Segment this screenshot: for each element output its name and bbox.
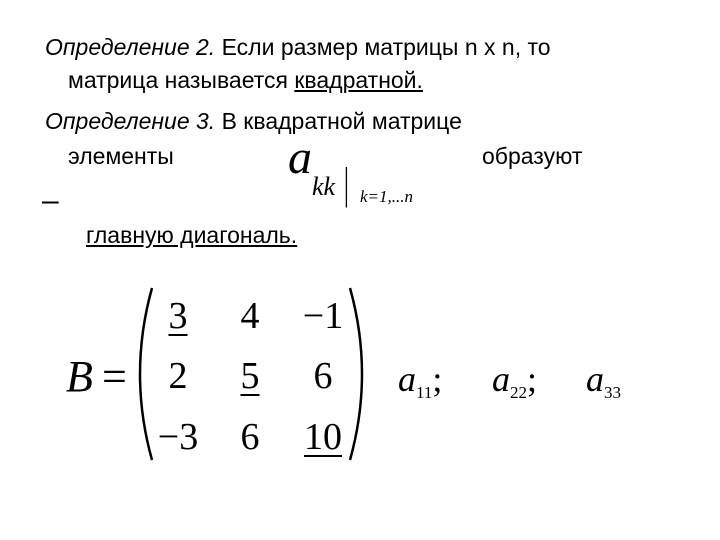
definition-3-text: В квадратной матрице bbox=[215, 108, 462, 134]
diagonal-element-2: $a_{22}$; bbox=[492, 359, 538, 402]
matrix-cell-3-2: 6 bbox=[240, 416, 260, 458]
definition-3-term: главную диагональ. bbox=[86, 222, 298, 248]
matrix-cell-2-2: 5 bbox=[240, 355, 260, 397]
matrix-cell-1-3: −1 bbox=[302, 295, 344, 337]
definition-2-text: Если размер матрицы n x n, то bbox=[215, 34, 551, 60]
definition-2-text-2: матрица называется bbox=[68, 67, 295, 93]
matrix-cell-3-3: 10 bbox=[304, 416, 342, 458]
matrix-cell-3-1: −3 bbox=[157, 416, 199, 458]
diagonal-element-1: $a_{11}$; bbox=[398, 359, 443, 402]
diagonal-element-3: $a_{33}$ bbox=[586, 359, 621, 402]
definition-3-label: Определение 3. bbox=[45, 108, 216, 134]
matrix-cell-1-1: 3 bbox=[168, 295, 188, 337]
definition-3-dash: – bbox=[42, 184, 59, 217]
formula-bar: | bbox=[343, 159, 350, 208]
formula-a: a bbox=[288, 131, 312, 184]
matrix-name: B bbox=[66, 352, 93, 401]
matrix-equals: = bbox=[102, 352, 127, 401]
formula-kk: kk bbox=[312, 172, 336, 201]
matrix-cell-2-3: 6 bbox=[313, 355, 333, 397]
definition-2-term: квадратной. bbox=[294, 67, 423, 93]
formula-range: k=1,...n bbox=[360, 187, 414, 206]
definition-3-text-3: образуют bbox=[482, 143, 583, 169]
definition-3-text-2: элементы bbox=[68, 143, 174, 169]
matrix-cell-2-1: 2 bbox=[168, 355, 188, 397]
matrix-cell-1-2: 4 bbox=[240, 295, 260, 337]
definition-2-label: Определение 2. bbox=[45, 34, 216, 60]
